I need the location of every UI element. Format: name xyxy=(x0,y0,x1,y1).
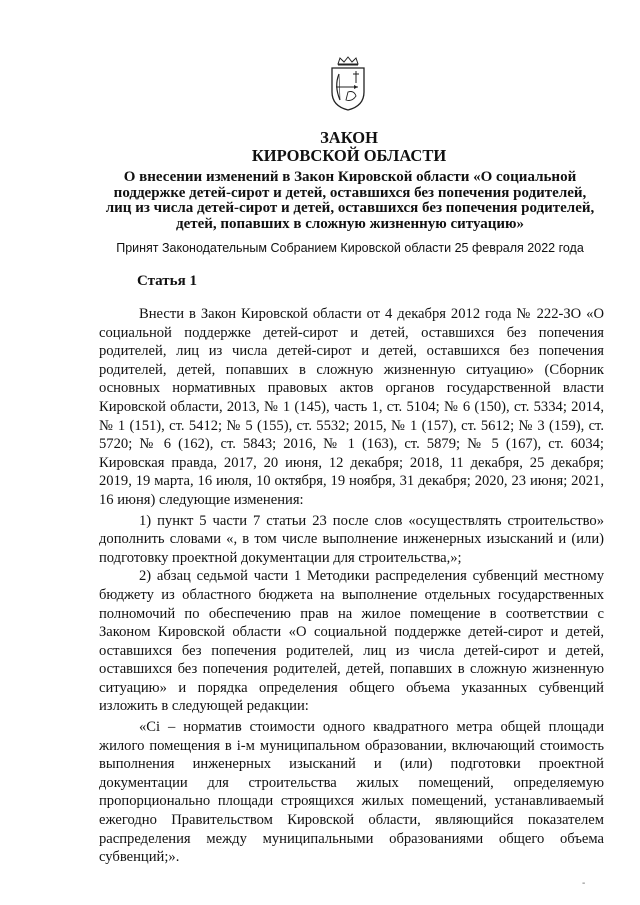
item-1-paragraph: 1) пункт 5 части 7 статьи 23 после слов «осуществлять строительство» дополнить словами «, в том числе выполнение инженерных изысканий и (или) подготовку проектной документации для строительства,»; xyxy=(99,512,604,566)
page-corner-mark: - xyxy=(582,878,586,889)
region-heading: КИРОВСКОЙ ОБЛАСТИ xyxy=(251,146,447,165)
intro-paragraph: Внести в Закон Кировской области от 4 декабря 2012 года № 222-ЗО «О социальной поддержке детей-сирот и детей, оставшихся без попечения родителей, лиц из числа детей-сирот и детей, оставшихся без попечения родителей, детей, попавших в сложную жизненную ситуацию» (Сборник основных нормативных правовых актов органов государственной власти Кировской области, 2013, № 1 (145), часть 1, ст. 5104; № 6 (150), ст. 5334; 2014, № 1 (151), ст. 5412; № 5 (155), ст. 5532; 2015, № 1 (157), ст. 5612; № 3 (159), ст. 5720; № 6 (162), ст. 5843; 2016, № 1 (163), ст. 5879; № 5 (167), ст. 6034; Кировская правда, 2017, 20 июня, 12 декабря; 2018, 11 декабря, 25 декабря; 2019, 19 марта, 16 июля, 10 октября, 19 ноября, 31 декабря; 2020, 23 июня; 2021, 16 июня) следующие изменения: xyxy=(99,306,604,508)
item-2-paragraph: 2) абзац седьмой части 1 Методики распределения субвенций местному бюджету из областного бюджета на выполнение отдельных государственных полномочий по обеспечению прав на жилое помещение в соответствии с Законом Кировской области «О социальной поддержке детей-сирот и детей, оставшихся без попечения родителей, лиц из числа детей-сирот и детей, оставшихся без попечения родителей, детей, попавших в сложную жизненную ситуацию» и порядка определения общего объема указанных субвенций изложить в следующей редакции: xyxy=(99,568,604,715)
coat-of-arms-emblem xyxy=(328,56,368,112)
adoption-note: Принят Законодательным Собранием Кировской области 25 февраля 2022 года xyxy=(116,241,584,255)
article-heading: Статья 1 xyxy=(137,273,197,289)
law-subtitle: О внесении изменений в Закон Кировской области «О социальной поддержке детей-сирот и детей, оставшихся без попечения родителей, лиц из числа детей-сирот и детей, оставшихся без попечения родителей, детей, попавших в сложную жизненную ситуацию» xyxy=(105,169,595,232)
law-heading: ЗАКОН xyxy=(320,128,378,147)
quote-paragraph: «Сi – норматив стоимости одного квадратного метра общей площади жилого помещения в i-м муниципальном образовании, включающий стоимость выполнения инженерных изысканий и (или) подготовки проектной документации для строительства жилых помещений, определяемую пропорционально площади строящихся жилых помещений, устанавливаемый ежегодно Правительством Кировской области, являющийся показателем распределения между муниципальными образованиями общего объема субвенций;». xyxy=(99,719,604,866)
article-body xyxy=(99,305,604,867)
